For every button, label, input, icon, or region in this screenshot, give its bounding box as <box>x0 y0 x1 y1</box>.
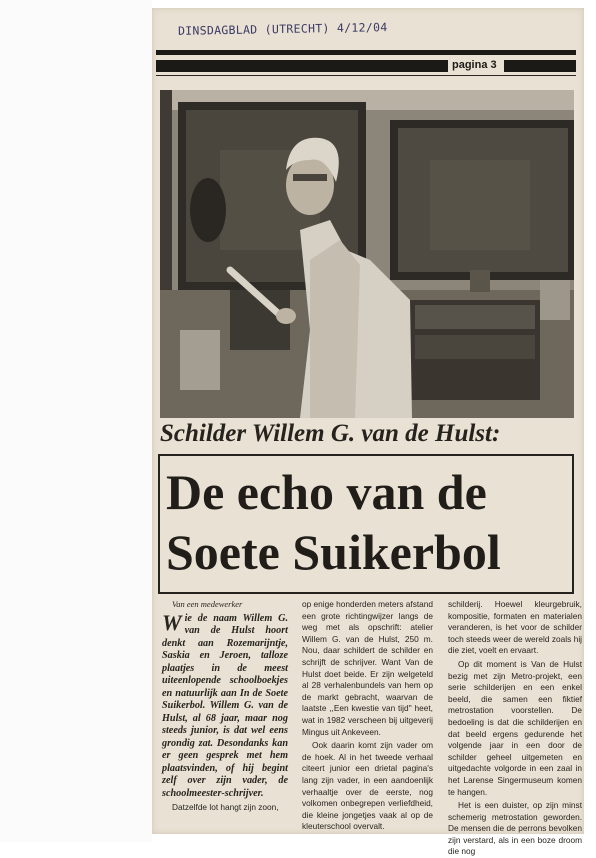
headline <box>166 462 566 582</box>
column-2-paragraph-1: op enige honderden meters afstand een grote richtingwijzer langs de weg met als opschrift: atelier Willem G. van de Hulst, 250 m. Nou, daar schildert de schilder en schrijft de schrijver. Want Van de Hulst doet beide. Er zijn welgeteld al 28 verhalenbundels van hem op de markt gebracht, waarvan de laatste ,,Een kwestie van tijd'' heet, wat in 1982 verscheen bij uitgeverij Mingus uit Ankeveen. <box>302 599 434 737</box>
handwritten-source-note: DINSDAGBLAD (UTRECHT) 4/12/04 <box>177 20 388 38</box>
kicker: Schilder Willem G. van de Hulst: <box>160 420 501 447</box>
intro-initial: W <box>162 609 182 635</box>
headline-frame <box>158 454 574 594</box>
headline-line-1: De echo van de <box>166 464 487 520</box>
headline-line-2: Soete Suikerbol <box>166 524 501 580</box>
header-band-right <box>504 60 576 72</box>
scan-margin <box>0 0 152 842</box>
column-3-paragraph-2: Op dit moment is Van de Hulst bezig met zijn Metro-projekt, een serie schilderijen en een enkel beeld, die samen een fiktief metrostation voorstellen. De bedoeling is dat die schilderijen en dat beeld ergens gedurende het volgende jaar in een door de schilder geheel uitgemeten en uitgedachte volgorde in een zaal in het Larense Singermuseum komen te hangen. <box>448 658 582 797</box>
column-3 <box>448 599 582 858</box>
column-2 <box>302 599 433 833</box>
column-3-paragraph-1: schilderij. Hoewel kleurgebruik, kompositie, formaten en materialen veranderen, is het voor de schilder toch steeds weer de wereld zoals hij die ziet, voelt en ervaart. <box>448 599 582 656</box>
painter-photo <box>160 90 574 418</box>
newspaper-clipping <box>152 8 584 857</box>
page-number: pagina 3 <box>452 59 497 71</box>
column-3-paragraph-3: Het is een duister, op zijn minst schemerig metrostation geworden. De mensen die de perrons bevolken zijn verstard, als in een boze droom die nog <box>448 800 582 857</box>
top-rule <box>156 50 576 55</box>
intro-text: ie de naam Willem G. van de Hulst hoort denkt aan Rozemarijntje, Saskia en Jeroen, talloze plaatjes in de meest uiteenlopende schoolboekjes en natuurlijk aan In de Soete Suikerbol. Willem G. van de Hulst, al 68 jaar, maar nog steeds junior, is dat wel eens grondig zat. Desondanks kan er geen gesprek met hem plaatsvinden, of hij begint zelf over zijn vader, de schoolmeester-schrijver. <box>162 612 288 799</box>
column-2-paragraph-2: Ook daarin komt zijn vader om de hoek. Al in het tweede verhaal citeert junior een drietal pagina's lang zijn vader, in een aandoenlijk verhaaltje over de eerste, nog volkomen onbegrepen verliefdheid, die kleine jongetjes vaak al op de kleuterschool overvalt. <box>302 740 433 832</box>
header-thin-rule <box>156 75 576 76</box>
byline: Van een medewerker <box>172 599 243 609</box>
column-1-tail: Datzelfde lot hangt zijn zoon, <box>172 802 279 813</box>
intro-paragraph <box>162 609 288 801</box>
column-1 <box>162 599 288 814</box>
article-body <box>162 599 582 857</box>
header-band-left <box>156 60 448 72</box>
